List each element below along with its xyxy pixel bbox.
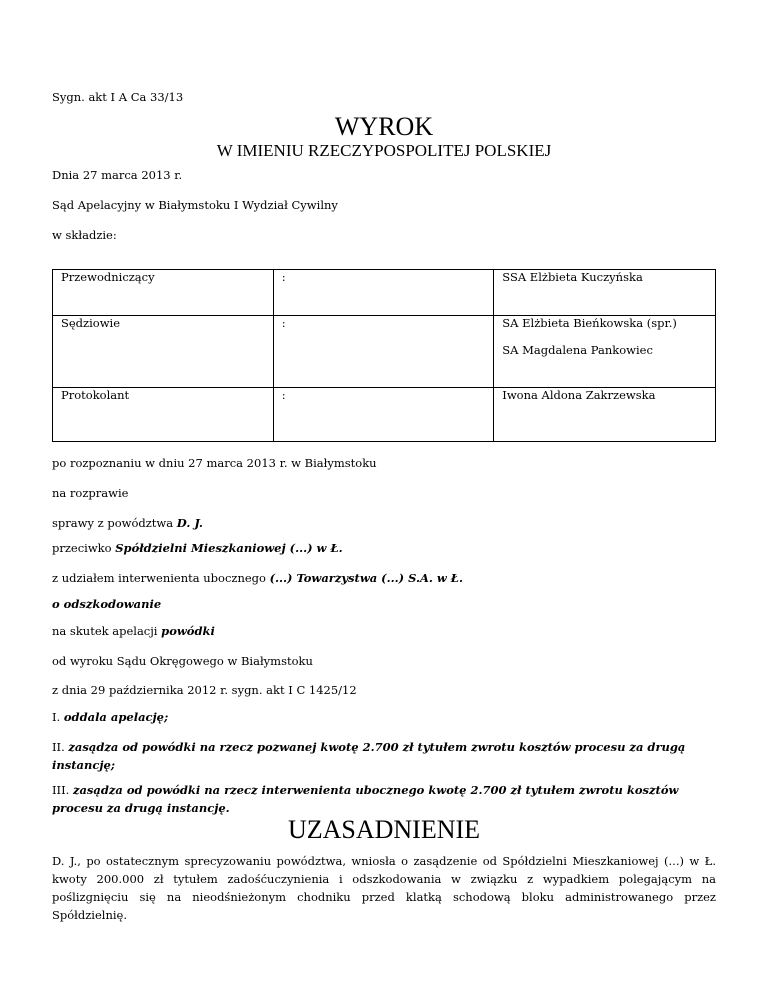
composition-table (52, 269, 716, 442)
proceedings-line: po rozpoznaniu w dniu 27 marca 2013 r. w Białymstoku (52, 456, 377, 470)
plaintiff-name: D. J. (176, 516, 203, 530)
ruling-text: zasądza od powódki na rzecz interwenienta ubocznego kwotę 2.700 zł tytułem zwrotu kosztów procesu za drugą instancję. (52, 783, 679, 815)
ruling-item (52, 708, 716, 726)
judgment-date: Dnia 27 marca 2013 r. (52, 168, 183, 182)
case-signature: Sygn. akt I A Ca 33/13 (52, 90, 184, 104)
defendant-name: Spółdzielni Mieszkaniowej (...) w Ł. (115, 541, 343, 555)
proceedings-line (52, 516, 203, 530)
text-prefix: przeciwko (52, 541, 116, 555)
name-cell: Iwona Aldona Zakrzewska (494, 388, 716, 442)
separator-cell: : (273, 388, 494, 442)
appellant: powódki (161, 624, 215, 638)
intervener-name: (...) Towarzystwa (...) S.A. w Ł. (269, 571, 463, 585)
proceedings-line: na rozprawie (52, 486, 129, 500)
ruling-text: zasądza od powódki na rzecz pozwanej kwotę 2.700 zł tytułem zwrotu kosztów procesu za drugą instancję; (52, 740, 686, 772)
ruling-item (52, 781, 716, 817)
ruling-item (52, 738, 716, 774)
text-prefix: sprawy z powództwa (52, 516, 177, 530)
proceedings-line: od wyroku Sądu Okręgowego w Białymstoku (52, 654, 313, 668)
ruling-number: I. (52, 710, 64, 724)
document-title: WYROK (334, 112, 434, 141)
role-cell: Sędziowie (53, 316, 274, 388)
court-name: Sąd Apelacyjny w Białymstoku I Wydział Cywilny (52, 198, 338, 212)
table-row (53, 388, 716, 442)
role-cell: Protokolant (53, 388, 274, 442)
separator-cell: : (273, 270, 494, 316)
table-row (53, 270, 716, 316)
justification-title: UZASADNIENIE (287, 815, 481, 844)
separator-cell: : (273, 316, 494, 388)
proceedings-line: z dnia 29 października 2012 r. sygn. akt I C 1425/12 (52, 683, 357, 697)
case-subject: o odszkodowanie (52, 597, 162, 611)
proceedings-line (52, 541, 343, 555)
judge-name: SA Elżbieta Bieńkowska (spr.) (502, 316, 677, 330)
ruling-text: oddala apelację; (63, 710, 169, 724)
name-cell (494, 316, 716, 388)
ruling-number: III. (52, 783, 73, 797)
document-subtitle: W IMIENIU RZECZYPOSPOLITEJ POLSKIEJ (216, 141, 552, 160)
proceedings-line (52, 571, 463, 585)
justification-paragraph: D. J., po ostatecznym sprecyzowaniu powództwa, wniosła o zasądzenie od Spółdzielni Mieszkaniowej (...) w Ł. kwoty 200.000 zł tytułem zadośćuczynienia i odszkodowania w związku z wypadkiem polegającym na poślizgnięciu się na nieodśnieżonym chodniku przed klatką schodową bloku administrowanego przez Spółdzielnię. (52, 854, 716, 922)
text-prefix: z udziałem interwenienta ubocznego (52, 571, 270, 585)
judge-name: SA Magdalena Pankowiec (502, 343, 653, 357)
table-row (53, 316, 716, 388)
text-prefix: na skutek apelacji (52, 624, 162, 638)
composition-label: w składzie: (52, 228, 117, 242)
name-cell: SSA Elżbieta Kuczyńska (494, 270, 716, 316)
proceedings-line (52, 624, 215, 638)
ruling-number: II. (52, 740, 69, 754)
role-cell: Przewodniczący (53, 270, 274, 316)
